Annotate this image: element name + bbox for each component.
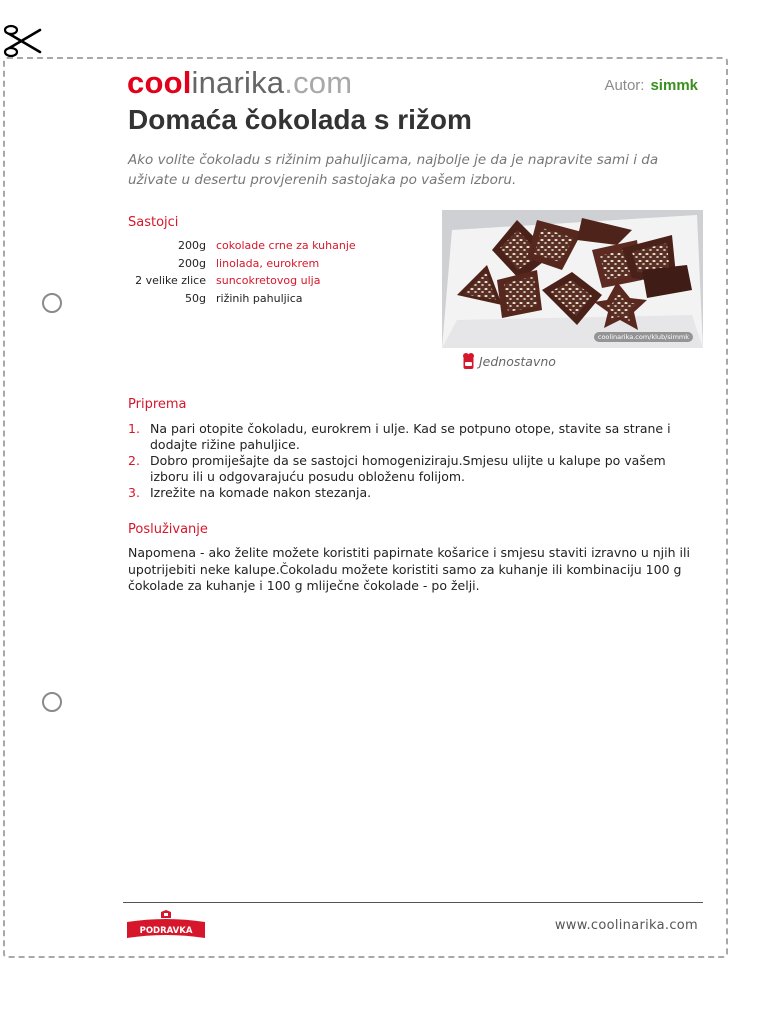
chocolate-rice-image bbox=[442, 210, 703, 348]
ingredient-row bbox=[128, 290, 428, 308]
ingredient-row bbox=[128, 272, 428, 290]
step-text: Dobro promiješajte da se sastojci homogeniziraju.Smjesu ulijte u kalupe po vašem izboru ili u odgovarajuću posudu obloženu folijom. bbox=[150, 453, 666, 484]
preparation-heading: Priprema bbox=[128, 397, 187, 412]
recipe-intro: Ako volite čokoladu s rižinim pahuljicama, najbolje je da je napravite sami i da uživate u desertu provjerenih sastojaka po vašem izboru. bbox=[128, 152, 659, 188]
podravka-logo[interactable] bbox=[125, 910, 207, 944]
coolinarika-logo[interactable] bbox=[127, 66, 352, 100]
recipe-title: Domaća čokolada s rižom bbox=[128, 104, 472, 135]
ingredients-list bbox=[128, 237, 428, 307]
footer-url[interactable]: www.coolinarika.com bbox=[554, 918, 698, 933]
step-number: 1. bbox=[128, 421, 140, 436]
photo-watermark: coolinarika.com/klub/simmk bbox=[594, 332, 693, 342]
author-name[interactable]: simmk bbox=[650, 77, 698, 94]
ingredient-row bbox=[128, 255, 428, 273]
ingredients-heading: Sastojci bbox=[128, 215, 179, 230]
preparation-step bbox=[128, 453, 700, 485]
ingredient-quantity: 2 velike zlice bbox=[135, 274, 206, 288]
ingredient-quantity: 50g bbox=[185, 291, 206, 305]
punch-hole bbox=[42, 293, 62, 313]
preparation-steps bbox=[128, 421, 700, 501]
step-number: 2. bbox=[128, 453, 140, 468]
step-text: Na pari otopite čokoladu, eurokrem i ulje. Kad se potpuno otope, stavite sa strane i dodajte rižine pahuljice. bbox=[150, 421, 671, 452]
author-line bbox=[604, 77, 698, 94]
scissors-icon bbox=[2, 24, 44, 58]
logo-cool: cool bbox=[127, 65, 192, 100]
serving-heading: Posluživanje bbox=[128, 522, 208, 537]
footer-divider bbox=[123, 902, 703, 903]
step-text: Izrežite na komade nakon stezanja. bbox=[150, 485, 372, 500]
serving-note: Napomena - ako želite možete koristiti papirnate košarice i smjesu staviti izravno u njih ili upotrijebiti neke kalupe.Čokoladu možete koristiti samo za kuhanje ili kombinaciju 100 g čokolade za kuhanje i 100 g mliječne čokolade - po želji. bbox=[128, 545, 690, 593]
author-label: Autor: bbox=[604, 77, 645, 94]
ingredient-name: suncokretovog ulja bbox=[216, 274, 321, 288]
recipe-card bbox=[3, 57, 728, 958]
logo-dotcom: .com bbox=[284, 65, 353, 100]
step-number: 3. bbox=[128, 485, 140, 500]
punch-hole bbox=[42, 692, 62, 712]
recipe-photo bbox=[442, 210, 703, 348]
ingredient-quantity: 200g bbox=[178, 256, 206, 270]
preparation-step bbox=[128, 421, 700, 453]
difficulty-label: Jednostavno bbox=[479, 353, 556, 369]
ingredient-row bbox=[128, 237, 428, 255]
ingredient-name: cokolade crne za kuhanje bbox=[216, 239, 356, 253]
ingredient-name: rižinih pahuljica bbox=[216, 291, 303, 305]
difficulty-indicator bbox=[462, 352, 556, 370]
ingredient-quantity: 200g bbox=[178, 239, 206, 253]
preparation-step bbox=[128, 485, 700, 501]
ingredient-name: linolada, eurokrem bbox=[216, 256, 320, 270]
logo-inarika: inarika bbox=[191, 65, 285, 100]
podravka-logo-text: PODRAVKA bbox=[139, 926, 193, 936]
chef-hat-icon bbox=[462, 352, 475, 370]
